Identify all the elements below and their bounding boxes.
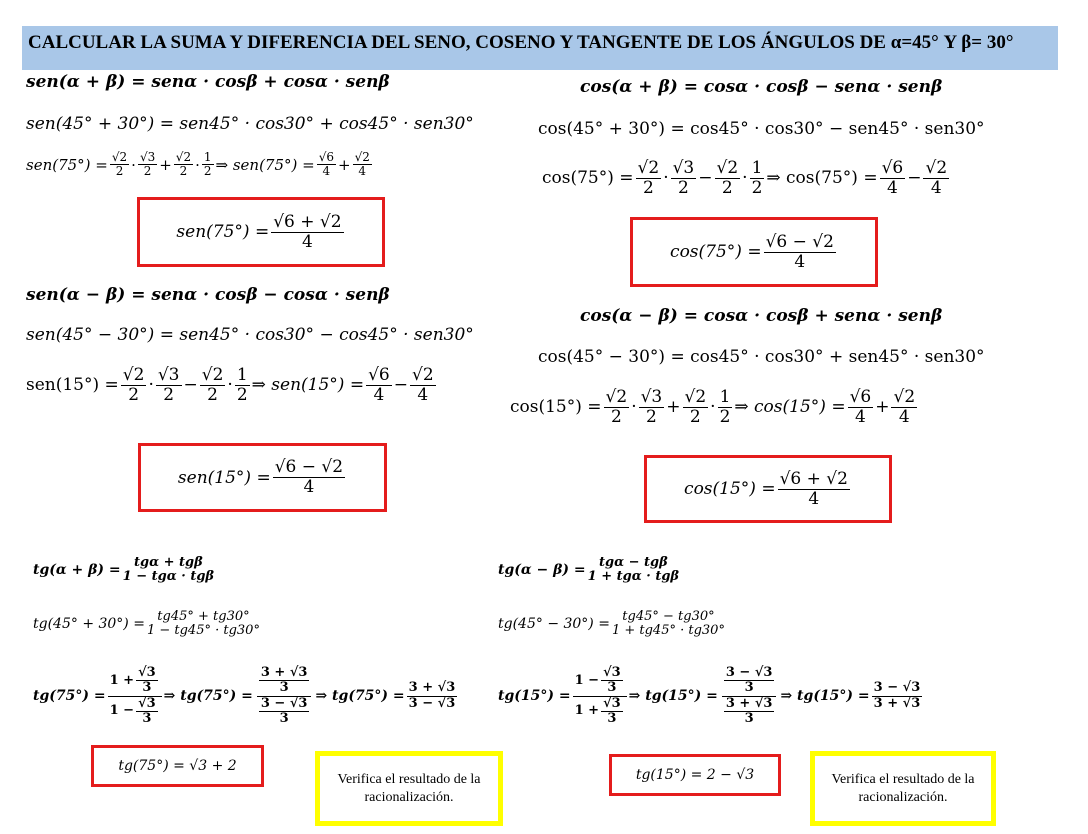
sen-diff-formula: sen(α − β) = senα · cosβ − cosα · senβ xyxy=(26,285,390,305)
verify-note-text: Verifica el resultado de la racionalización. xyxy=(831,772,975,805)
sen-sum-eval: sen(75°) = $\frac{√2}{2}$ · $\frac{√3}{2}$ + $\frac{√2}{2}$ · $\frac{1}{2}$ ⇒ sen(75°) = $\frac{√6}{4}$ + $\frac{√2}{4}$ xyxy=(26,150,370,179)
sen-diff-eval: sen(15°) = $\frac{√2}{2}$ · $\frac{√3}{2}$ − $\frac{√2}{2}$ · $\frac{1}{2}$ ⇒ sen(15°) = $\frac{√6}{4}$ − $\frac{√2}{4}$ xyxy=(26,365,434,405)
tg-sum-subst: tg(45° + 30°) = tg45° + tg30° 1 − tg45° · tg30° xyxy=(33,609,260,639)
cos-diff-eval: cos(15°) = $\frac{√2}{2}$ · $\frac{√3}{2}$ + $\frac{√2}{2}$ · $\frac{1}{2}$ ⇒ cos(15°) = $\frac{√6}{4}$ + $\frac{√2}{4}$ xyxy=(510,387,916,427)
tg75-result-box: tg(75°) = √3 + 2 xyxy=(91,745,264,787)
cos-sum-eval: cos(75°) = $\frac{√2}{2}$ · $\frac{√3}{2}$ − $\frac{√2}{2}$ · $\frac{1}{2}$ ⇒ cos(75°) = $\frac{√6}{4}$ − $\frac{√2}{4}$ xyxy=(542,158,948,198)
verify-note-text: Verifica el resultado de la racionalización. xyxy=(337,772,481,805)
cos15-result-box: cos(15°) = $\frac{√6 + √2}{4}$ xyxy=(644,455,892,523)
cos-diff-formula: cos(α − β) = cosα · cosβ + senα · senβ xyxy=(580,306,943,326)
tg-diff-formula: tg(α − β) = tgα − tgβ 1 + tgα · tgβ xyxy=(498,555,680,585)
sen-sum-subst: sen(45° + 30°) = sen45° · cos30° + cos45° · sen30° xyxy=(26,114,474,134)
sen15-result-box: sen(15°) = $\frac{√6 - √2}{4}$ xyxy=(138,443,387,512)
sen-sum-formula: sen(α + β) = senα · cosβ + cosα · senβ xyxy=(26,72,390,92)
page-title xyxy=(22,26,1058,70)
sen-diff-subst: sen(45° − 30°) = sen45° · cos30° − cos45° · sen30° xyxy=(26,325,474,345)
cos75-result-box: cos(75°) = $\frac{√6 - √2}{4}$ xyxy=(630,217,878,287)
verify-note-right xyxy=(810,751,996,826)
sen75-result-box: sen(75°) = $\frac{√6 + √2}{4}$ xyxy=(137,197,385,267)
tg-sum-formula: tg(α + β) = tgα + tgβ 1 − tgα · tgβ xyxy=(33,555,215,585)
tg-diff-subst: tg(45° − 30°) = tg45° − tg30° 1 + tg45° · tg30° xyxy=(498,609,725,639)
tg15-result-box: tg(15°) = 2 − √3 xyxy=(609,754,781,796)
cos-sum-formula: cos(α + β) = cosα · cosβ − senα · senβ xyxy=(580,77,943,97)
cos-sum-subst: cos(45° + 30°) = cos45° · cos30° − sen45° · sen30° xyxy=(538,119,985,139)
cos-diff-subst: cos(45° − 30°) = cos45° · cos30° + sen45° · sen30° xyxy=(538,347,985,367)
tg-diff-steps: tg(15°) = 1 − $\frac{√3}{3}$ 1 + $\frac{√3}{3}$ ⇒ tg(15°) = $\frac{\frac{3 - √3}{3}}{\frac{3 + √3}{3}}$ ⇒ tg(15°) = $\frac{3 - √3}{3 + √3}$ xyxy=(498,665,921,726)
title-text: CALCULAR LA SUMA Y DIFERENCIA DEL SENO, COSENO Y TANGENTE DE LOS ÁNGULOS DE α=45° Y β= 30° xyxy=(28,32,1014,53)
tg-sum-steps: tg(75°) = 1 + $\frac{√3}{3}$ 1 − $\frac{√3}{3}$ ⇒ tg(75°) = $\frac{\frac{3 + √3}{3}}{\frac{3 - √3}{3}}$ ⇒ tg(75°) = $\frac{3 + √3}{3 - √3}$ xyxy=(33,665,456,726)
verify-note-left xyxy=(315,751,503,826)
